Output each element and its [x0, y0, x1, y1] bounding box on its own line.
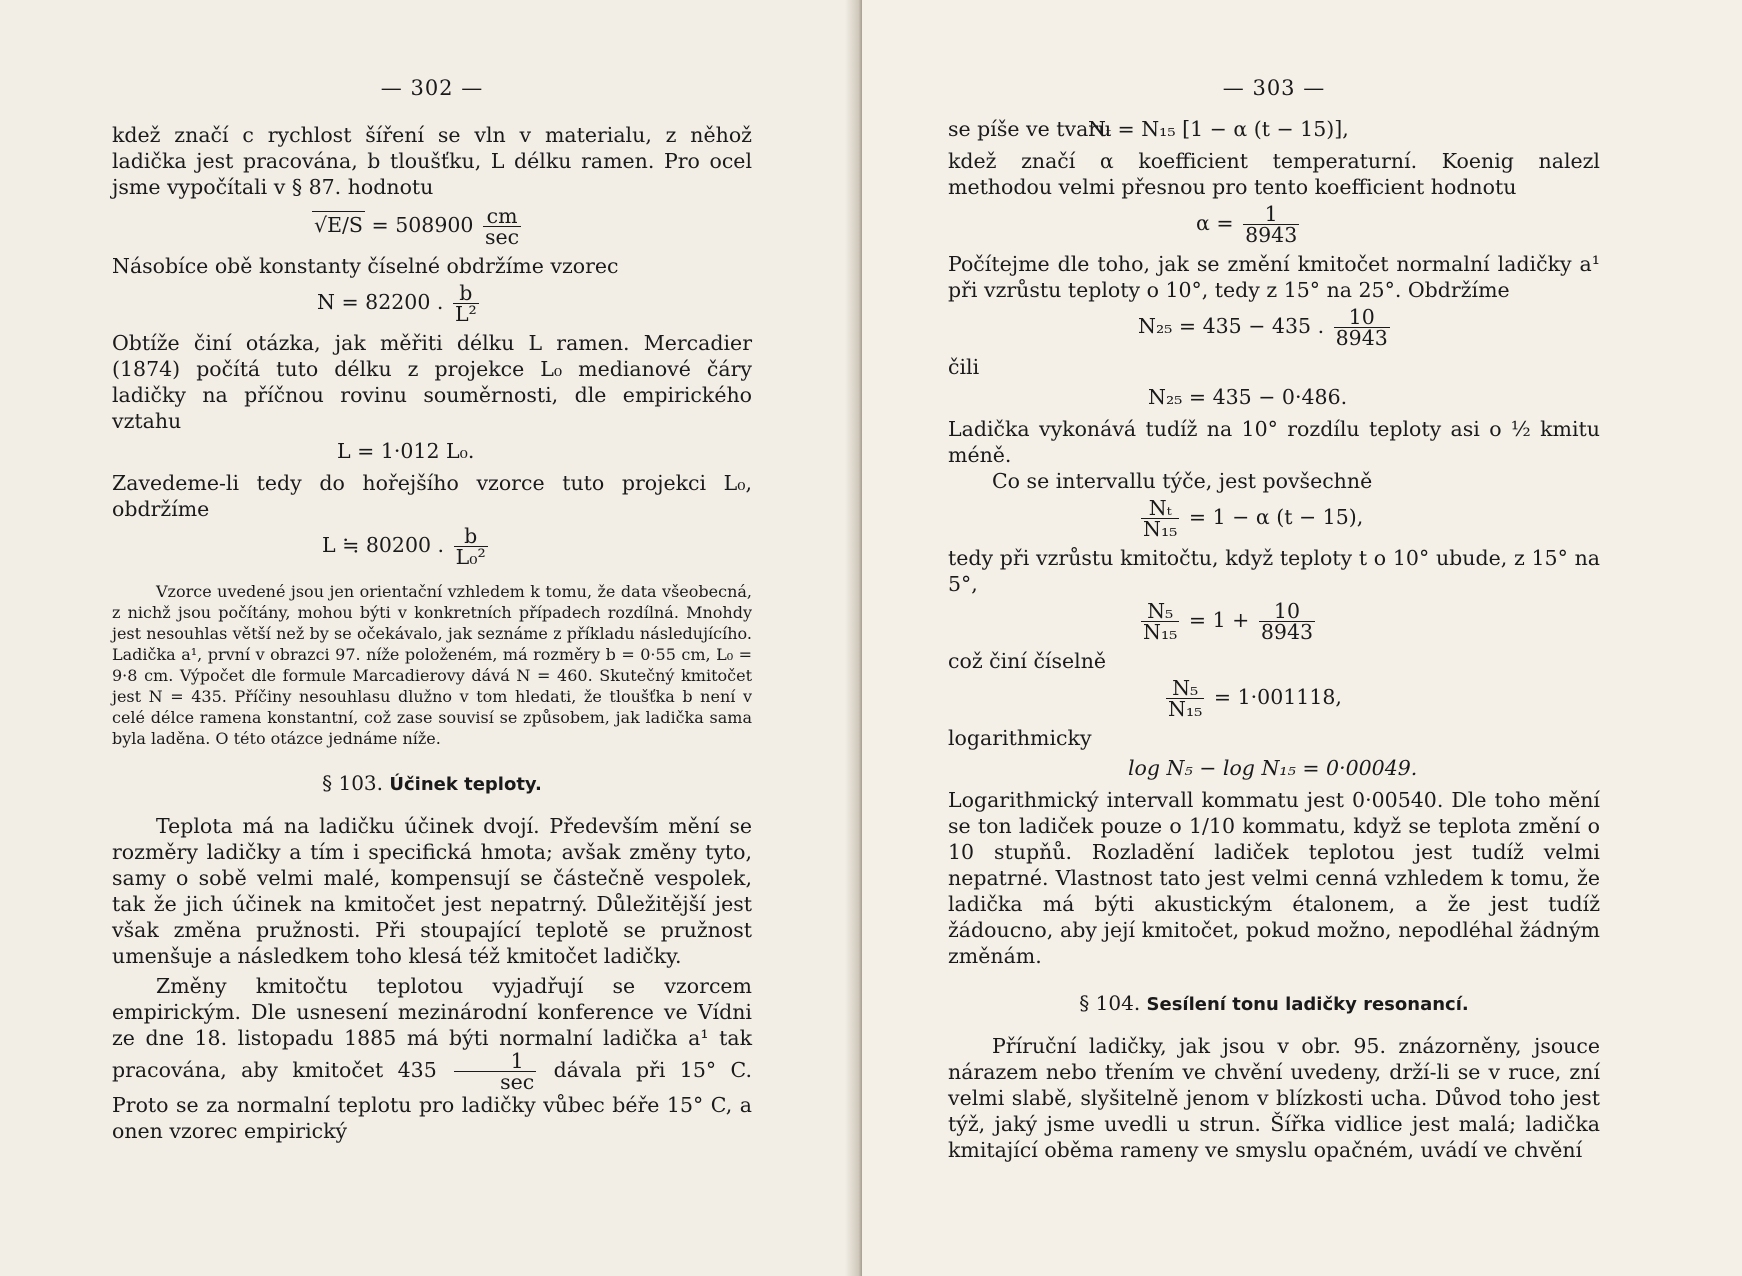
- paragraph-part: dávala při 15° C. Proto se za normalní teplotu pro ladičky vůbec béře 15° C, a onen vzorec empirický: [112, 1058, 752, 1143]
- fraction: [453, 283, 479, 324]
- equation: log N₅ − log N₁₅ = 0·00049.: [1128, 756, 1418, 780]
- equation: [948, 601, 1600, 642]
- paragraph: Násobíce obě konstanty číselné obdržíme vzorec: [112, 254, 619, 278]
- section-heading: [948, 991, 1600, 1015]
- fraction: [1334, 307, 1390, 348]
- footnote: [112, 581, 752, 749]
- fraction-numerator: cm: [483, 206, 521, 227]
- equation: [112, 206, 752, 247]
- equation-rhs: = 1·001118,: [1213, 685, 1342, 709]
- equation-rhs: = 1 +: [1188, 608, 1250, 632]
- fraction-numerator: 1: [1243, 204, 1299, 225]
- fraction-denominator: 8943: [1260, 620, 1314, 644]
- paragraph: Obtíže činí otázka, jak měřiti délku L ramen. Mercadier (1874) počítá tuto délku z projekce L₀ medianové čáry ladičky na příčnou rovinu souměrnosti, dle empirického vztahu: [112, 331, 752, 433]
- paragraph: Ladička vykonává tudíž na 10° rozdílu teploty asi o ½ kmitu méně.: [948, 417, 1600, 467]
- fraction-denominator: 8943: [1335, 326, 1388, 350]
- fraction-denominator: sec: [500, 1070, 535, 1094]
- fraction: [1141, 498, 1179, 539]
- fraction-denominator: L²: [454, 302, 477, 326]
- equation: [948, 307, 1600, 348]
- equation-lhs: α =: [1196, 211, 1234, 235]
- page-text: [948, 116, 1600, 1163]
- footnote-text: Vzorce uvedené jsou jen orientační vzhledem k tomu, že data všeobecná, z nichž jsou počítány, mohou býti v konkretních případech rozdílná. Mnohdy jest nesouhlas větší než by se očekávalo, jak seznáme z příkladu následujícího. Ladička a¹, první v obrazci 97. níže položeném, má rozměry b = 0·55 cm, L₀ = 9·8 cm. Výpočet dle formule Marcadierovy dává N = 460. Skutečný kmitočet jest N = 435. Příčiny nesouhlasu dlužno v tom hledati, že tloušťka b není v celé délce ramena konstantní, což zase souvisí se způsobem, jak ladička sama byla laděna. O této otázce jednáme níže.: [112, 582, 752, 748]
- section-title: Sesílení tonu ladičky resonancí.: [1146, 994, 1469, 1015]
- equation-lhs: N₂₅ = 435 − 435 .: [1138, 314, 1325, 338]
- equation: L = 1·012 L₀.: [337, 439, 475, 463]
- fraction-denominator: N₁₅: [1143, 517, 1178, 541]
- fraction-numerator: 1: [454, 1051, 536, 1072]
- page-number: — 302 —: [380, 76, 484, 100]
- paragraph: se píše ve tvaru: [948, 117, 1112, 141]
- paragraph: Počítejme dle toho, jak se změní kmitočet normalní ladičky a¹ při vzrůstu teploty o 10°, tedy z 15° na 25°. Obdržíme: [948, 252, 1600, 302]
- equation: [112, 526, 752, 567]
- fraction-denominator: 8943: [1245, 223, 1298, 247]
- fraction-numerator: Nₜ: [1141, 498, 1179, 519]
- fraction: [454, 526, 488, 567]
- equation-lhs: √E/S: [314, 213, 363, 237]
- fraction-numerator: N₅: [1166, 678, 1204, 699]
- paragraph: Co se intervallu týče, jest povšechně: [992, 469, 1373, 493]
- equation: [948, 204, 1600, 245]
- paragraph: [112, 973, 752, 1144]
- equation-rhs: = 1 − α (t − 15),: [1188, 505, 1364, 529]
- equation: [948, 678, 1600, 719]
- section-title: Účinek teploty.: [389, 774, 542, 795]
- fraction-numerator: 10: [1334, 307, 1390, 328]
- equation-lhs: L ≒ 80200 .: [322, 533, 445, 557]
- paragraph: Teplota má na ladičku účinek dvojí. Především mění se rozměry ladičky a tím i specifická hmota; avšak změny tyto, samy o sobě velmi malé, kompensují se částečně vespolek, tak že jich účinek na kmitočet jest nepatrný. Důležitější jest však změna pružnosti. Při stoupající teplotě se pružnost umenšuje a následkem toho klesá též kmitočet ladičky.: [112, 814, 752, 968]
- paragraph: kdež značí α koefficient temperaturní. Koenig nalezl methodou velmi přesnou pro tento koefficient hodnotu: [948, 149, 1600, 199]
- paragraph: logarithmicky: [948, 726, 1092, 750]
- page-text: [112, 122, 752, 1144]
- fraction: [1243, 204, 1299, 245]
- fraction: [454, 1051, 536, 1092]
- paragraph-part: Změny kmitočtu teplotou vyjadřují se vzorcem empirickým. Dle usnesení mezinárodní konference ve Vídni ze dne 18. listopadu 1885 má býti normalní ladička a¹ tak pracována, aby kmitočet 435: [112, 974, 752, 1082]
- equation-rhs: = 508900: [371, 213, 474, 237]
- fraction-numerator: b: [454, 526, 488, 547]
- equation: N₂₅ = 435 − 0·486.: [1148, 385, 1348, 409]
- section-number: § 104.: [1079, 991, 1141, 1015]
- equation-lhs: N = 82200 .: [317, 290, 444, 314]
- paragraph: kdež značí c rychlost šíření se vln v materialu, z něhož ladička jest pracována, b tloušťku, L délku ramen. Pro ocel jsme vypočítali v § 87. hodnotu: [112, 123, 752, 199]
- fraction-denominator: sec: [485, 225, 520, 249]
- fraction: [1166, 678, 1204, 719]
- fraction-numerator: N₅: [1141, 601, 1179, 622]
- section-number: § 103.: [322, 771, 384, 795]
- paragraph: tedy při vzrůstu kmitočtu, když teploty t o 10° ubude, z 15° na 5°,: [948, 546, 1600, 596]
- equation: [948, 498, 1600, 539]
- equation: Nₜ = N₁₅ [1 − α (t − 15)],: [1088, 117, 1349, 141]
- paragraph: Logarithmický intervall kommatu jest 0·00540. Dle toho mění se ton ladiček pouze o 1/10 kommatu, když se teplota změní o 10 stupňů. Rozladění ladiček teplotou jest tudíž velmi nepatrné. Vlastnost tato jest velmi cenná vzhledem k tomu, že ladička má býti akustickým étalonem, a že jest tudíž žádoucno, aby její kmitočet, pokud možno, nepodléhal žádným změnám.: [948, 788, 1600, 968]
- section-heading: [112, 771, 752, 795]
- page-number: — 303 —: [1222, 76, 1326, 100]
- fraction-denominator: N₁₅: [1143, 620, 1178, 644]
- left-page: [0, 0, 862, 1276]
- paragraph: Zavedeme-li tedy do hořejšího vzorce tuto projekci L₀, obdržíme: [112, 471, 752, 521]
- fraction: [1141, 601, 1179, 642]
- fraction-denominator: L₀²: [455, 545, 486, 569]
- paragraph: což činí číselně: [948, 649, 1107, 673]
- fraction-numerator: b: [453, 283, 479, 304]
- fraction-numerator: 10: [1259, 601, 1315, 622]
- equation: [112, 283, 752, 324]
- fraction: [483, 206, 521, 247]
- fraction: [1259, 601, 1315, 642]
- paragraph: Příruční ladičky, jak jsou v obr. 95. znázorněny, jsouce nárazem nebo třením ve chvění uvedeny, drží-li se v ruce, zní velmi slabě, slyšitelně jenom v blízkosti ucha. Důvod toho jest týž, jaký jsme uvedli u strun. Šířka vidlice jest malá; ladička kmitající oběma rameny ve smyslu opačném, uvádí ve chvění: [948, 1034, 1600, 1162]
- fraction-denominator: N₁₅: [1168, 697, 1203, 721]
- paragraph: čili: [948, 355, 980, 379]
- right-page: [862, 0, 1742, 1276]
